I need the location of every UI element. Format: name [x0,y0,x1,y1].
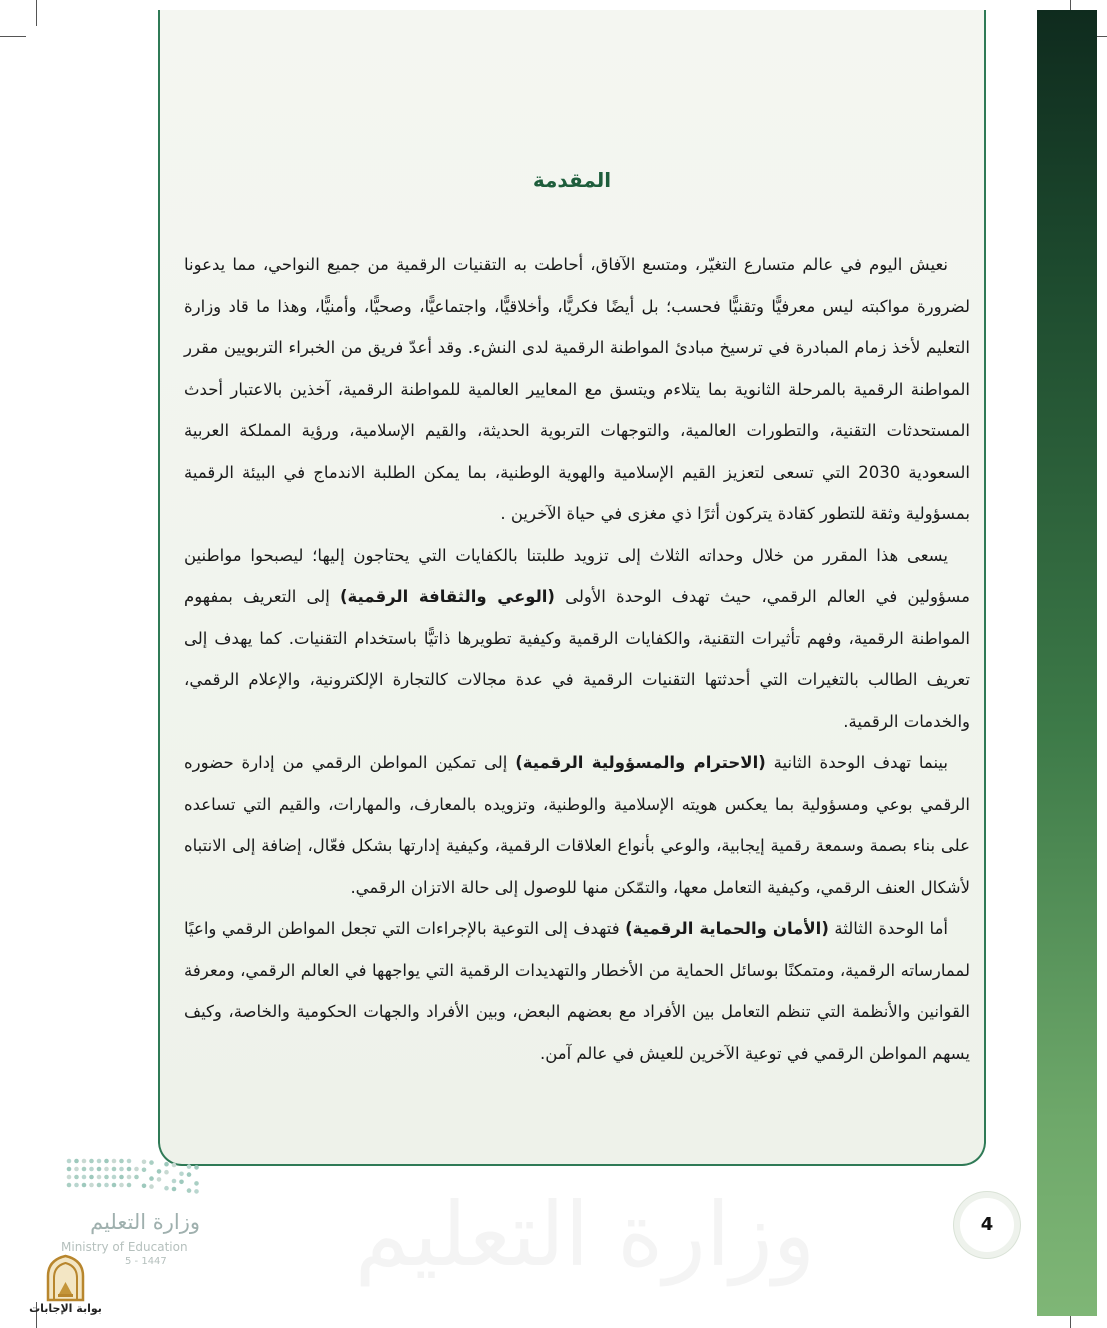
logo-dot [89,1167,94,1172]
logo-dot [172,1187,177,1192]
logo-dot [157,1177,162,1182]
logo-dot [164,1162,169,1167]
logo-dot [119,1167,124,1172]
decorative-green-band [1037,10,1097,1316]
logo-dot [97,1175,102,1180]
portal-emblem-icon [28,1254,103,1302]
logo-dot [82,1175,87,1180]
logo-dot [89,1183,94,1188]
logo-dot [82,1183,87,1188]
logo-dot [142,1160,147,1165]
logo-dot [74,1159,79,1164]
paragraph [184,742,970,908]
unit-title: (الاحترام والمسؤولية الرقمية) [515,753,766,772]
logo-dot [187,1164,192,1169]
logo-dot [82,1167,87,1172]
logo-dot [67,1159,72,1164]
crop-mark [0,36,26,37]
logo-dot [97,1183,102,1188]
logo-dot [149,1176,154,1181]
paragraph-text: فتهدف إلى التوعية بالإجراءات التي تجعل المواطن الرقمي واعيًا لممارساته الرقمية، ومتمكنًا بوسائل الحماية من الأخطار والتهديدات الرقمية التي يواجهها في العالم الرقمي، ومعرفة القوانين والأنظمة التي تنظم التعامل بين الأفراد مع بعضهم البعض، وبين الأفراد والجهات الحكومية والخاصة، وكيف يسهم المواطن الرقمي في توعية الآخرين للعيش في عالم آمن. [184,919,970,1063]
logo-dot [67,1183,72,1188]
logo-dot [97,1159,102,1164]
logo-dot [172,1163,177,1168]
logo-dot [194,1181,199,1186]
logo-dot [112,1167,117,1172]
logo-dot [67,1167,72,1172]
logo-dot [112,1159,117,1164]
logo-dot [187,1188,192,1193]
paragraph-text: إلى تمكين المواطن الرقمي من إدارة حضوره الرقمي بوعي ومسؤولية بما يعكس هويته الإسلامية والوطنية، وتزويده بالمعارف، والمهارات، والقيم التي تساعده على بناء بصمة وسمعة رقمية إيجابية، والوعي بأنواع العلاقات الرقمية، وكيفية إدارتها بشكل فعّال، إضافة إلى الانتباه لأشكال العنف الرقمي، وكيفية التعامل معها، والتمّكن منها للوصول إلى حالة الاتزان الرقمي. [184,753,970,897]
ministry-year: 5 - 1447 [125,1256,167,1267]
ministry-name-arabic: وزارة التعليم [90,1210,200,1234]
logo-dot [104,1183,109,1188]
portal-label: بوابة الإجابات [29,1302,102,1315]
logo-dot [74,1183,79,1188]
unit-title: (الوعي والثقافة الرقمية) [339,587,555,606]
crop-mark [36,0,37,26]
logo-dot [127,1167,132,1172]
logo-dot [164,1186,169,1191]
logo-dot [127,1183,132,1188]
logo-dot [149,1184,154,1189]
logo-dot [104,1175,109,1180]
logo-dot [179,1172,184,1177]
logo-dot [104,1159,109,1164]
logo-dot [157,1169,162,1174]
ministry-logo [55,1150,205,1270]
paragraph-text: بينما تهدف الوحدة الثانية [765,753,948,772]
logo-dot [127,1159,132,1164]
logo-dot [112,1175,117,1180]
logo-dot [194,1189,199,1194]
logo-dot [149,1160,154,1165]
logo-dot [82,1159,87,1164]
logo-dot [112,1183,117,1188]
logo-dot [142,1184,147,1189]
logo-dot [164,1170,169,1175]
logo-dot [89,1159,94,1164]
logo-dot [74,1167,79,1172]
logo-dot [194,1165,199,1170]
paragraph [184,244,970,535]
logo-dot [74,1175,79,1180]
logo-dot [127,1175,132,1180]
paragraph-text: إلى التعريف بمفهوم المواطنة الرقمية، وفهم تأثيرات التقنية، والكفايات الرقمية وكيفية تطويرها ذاتيًّا باستخدام التقنيات. كما يهدف إلى تعريف الطالب بالتغيرات التي أحدثتها التقنيات الرقمية في عدة مجالات كالتجارة الإلكترونية، والإعلام الرقمي، والخدمات الرقمية. [184,587,970,731]
portal-logo [28,1254,103,1320]
logo-dot [67,1175,72,1180]
logo-dot [187,1172,192,1177]
background-watermark: وزارة التعليم [354,1183,816,1286]
body-text [184,244,970,1074]
logo-dot [97,1167,102,1172]
logo-dot [179,1180,184,1185]
logo-dot [134,1167,139,1172]
paragraph-text: نعيش اليوم في عالم متسارع التغيّر، ومتسع الآفاق، أحاطت به التقنيات الرقمية من جميع النواحي، مما يدعونا لضرورة مواكبته ليس معرفيًّا وتقنيًّا فحسب؛ بل أيضًا فكريًّا، وأخلاقيًّا، واجتماعيًّا، وصحيًّا، وأمنيًّا، وهذا ما قاد وزارة التعليم لأخذ زمام المبادرة في ترسيخ مبادئ المواطنة الرقمية لدى النشء. وقد أعدّ فريق من الخبراء التربويين مقرر المواطنة الرقمية بالمرحلة الثانوية بما يتلاءم ويتسق مع المعايير العالمية للمواطنة الرقمية، آخذين بالاعتبار أحدث المستحدثات التقنية، والتطورات العالمية، والتوجهات التربوية الحديثة، والقيم الإسلامية، ورؤية المملكة العربية السعودية 2030 التي تسعى لتعزيز القيم الإسلامية والهوية الوطنية، بما يمكن الطلبة الاندماج في البيئة الرقمية بمسؤولية وثقة للتطور كقادة يتركون أثرًا ذي مغزى في حياة الآخرين . [184,255,970,523]
logo-dot [172,1179,177,1184]
paragraph-text: يسعى هذا المقرر من خلال وحداته الثلاث إلى تزويد طلبتنا بالكفايات التي يحتاجون إليها؛ ليصبحوا مواطنين مسؤولين في العالم الرقمي، حيث تهدف الوحدة الأولى [184,545,970,606]
logo-dot [89,1175,94,1180]
logo-dot [119,1159,124,1164]
logo-dot [142,1168,147,1173]
logo-dot [104,1167,109,1172]
paragraph [184,535,970,743]
paragraph-text: أما الوحدة الثالثة [828,919,948,938]
page-title: المقدمة [532,168,612,192]
unit-title: (الأمان والحماية الرقمية) [625,919,829,938]
paragraph [184,908,970,1074]
logo-dot [134,1175,139,1180]
page-number: 4 [960,1198,1014,1252]
logo-dot [119,1183,124,1188]
logo-dot [119,1175,124,1180]
ministry-name-english: Ministry of Education [61,1240,188,1254]
ministry-dots-icon [63,1155,203,1205]
